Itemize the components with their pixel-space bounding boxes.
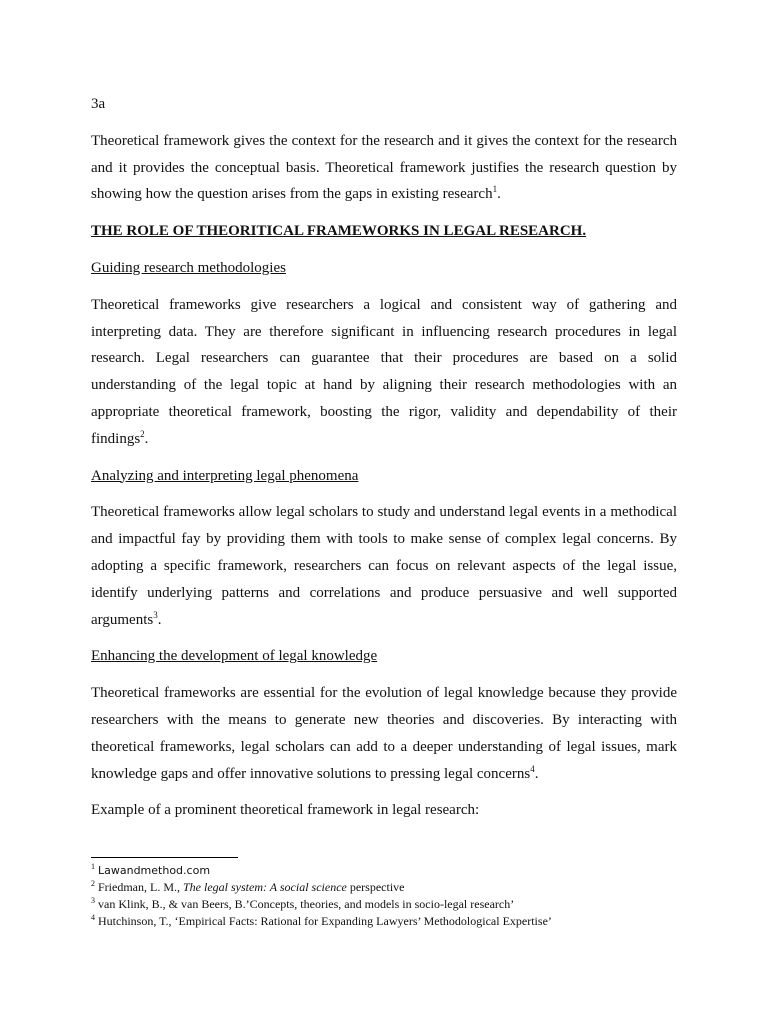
footnote-1: $^1$ Lawandmethod.com — [91, 862, 211, 877]
paragraph-analyzing-phenomena: Theoretical frameworks allow legal scholars to study and understand legal events in a methodical and impactful fay by providing them with tools to make sense of complex legal concerns. By adopting a specific framework, researchers can focus on relevant aspects of the legal issue, identify underlying patterns and correlations and produce persuasive and well supported arguments$^3$. — [91, 504, 677, 628]
document-body — [91, 91, 677, 834]
subheading-analyzing-phenomena: Analyzing and interpreting legal phenomena — [91, 467, 359, 484]
section-label: 3a — [91, 96, 106, 112]
footnote-separator — [91, 857, 238, 858]
subheading-enhancing-knowledge: Enhancing the development of legal knowledge — [91, 648, 378, 665]
footnote-4: $^4$ Hutchinson, T., ‘Empirical Facts: Rational for Expanding Lawyers’ Methodological Expertise’ — [91, 913, 552, 928]
intro-text: Theoretical framework gives the context for the research and it gives the context for the research and it provides the conceptual basis. Theoretical framework justifies the research question by showing how the question arises from the gaps in existing research — [91, 132, 677, 203]
main-heading: THE ROLE OF THEORITICAL FRAMEWORKS IN LEGAL RESEARCH. — [91, 223, 587, 240]
footnote-2: $^2$ Friedman, L. M., The legal system: A social science perspective — [91, 879, 405, 894]
paragraph-guiding-methodologies: Theoretical frameworks give researchers a logical and consistent way of gathering and interpreting data. They are therefore significant in influencing research procedures in legal research. Legal researchers can guarantee that their procedures are based on a solid understanding of the legal topic at hand by aligning their research methodologies with an appropriate theoretical framework, boosting the rigor, validity and dependability of their findings$^2$. — [91, 296, 677, 447]
footnote-ref-1[interactable]: 1 — [492, 184, 498, 195]
footnote-2-title: The legal system: A social science — [183, 880, 347, 894]
footnote-3-text: van Klink, B., & van Beers, B.’Concepts, theories, and models in socio-legal research’ — [98, 897, 515, 911]
intro-paragraph: Theoretical framework gives the context for the research and it gives the context for the research and it provides the conceptual basis. Theoretical framework justifies the research question by showing how the question arises from the gaps in existing research$^1$. — [91, 132, 677, 203]
footnote-ref-2[interactable]: 2 — [140, 428, 145, 439]
footnote-ref-4[interactable]: 4 — [530, 763, 535, 774]
footnotes — [91, 862, 691, 930]
footnote-1-text: Lawandmethod.com — [98, 864, 211, 877]
closing-paragraph: Example of a prominent theoretical framework in legal research: — [91, 802, 480, 819]
footnote-ref-3[interactable]: 3 — [153, 609, 158, 620]
footnote-4-text: Hutchinson, T., ‘Empirical Facts: Rational for Expanding Lawyers’ Methodological Expertise’ — [98, 914, 552, 928]
subheading-guiding-methodologies: Guiding research methodologies — [91, 259, 286, 276]
paragraph-enhancing-knowledge: Theoretical frameworks are essential for the evolution of legal knowledge because they provide researchers with the means to generate new theories and discoveries. By interacting with theoretical frameworks, legal scholars can add to a deeper understanding of legal issues, mark knowledge gaps and offer innovative solutions to pressing legal concerns$^4$. — [91, 685, 677, 782]
footnote-3: $^3$ van Klink, B., & van Beers, B.’Concepts, theories, and models in socio-legal research’ — [91, 896, 515, 911]
